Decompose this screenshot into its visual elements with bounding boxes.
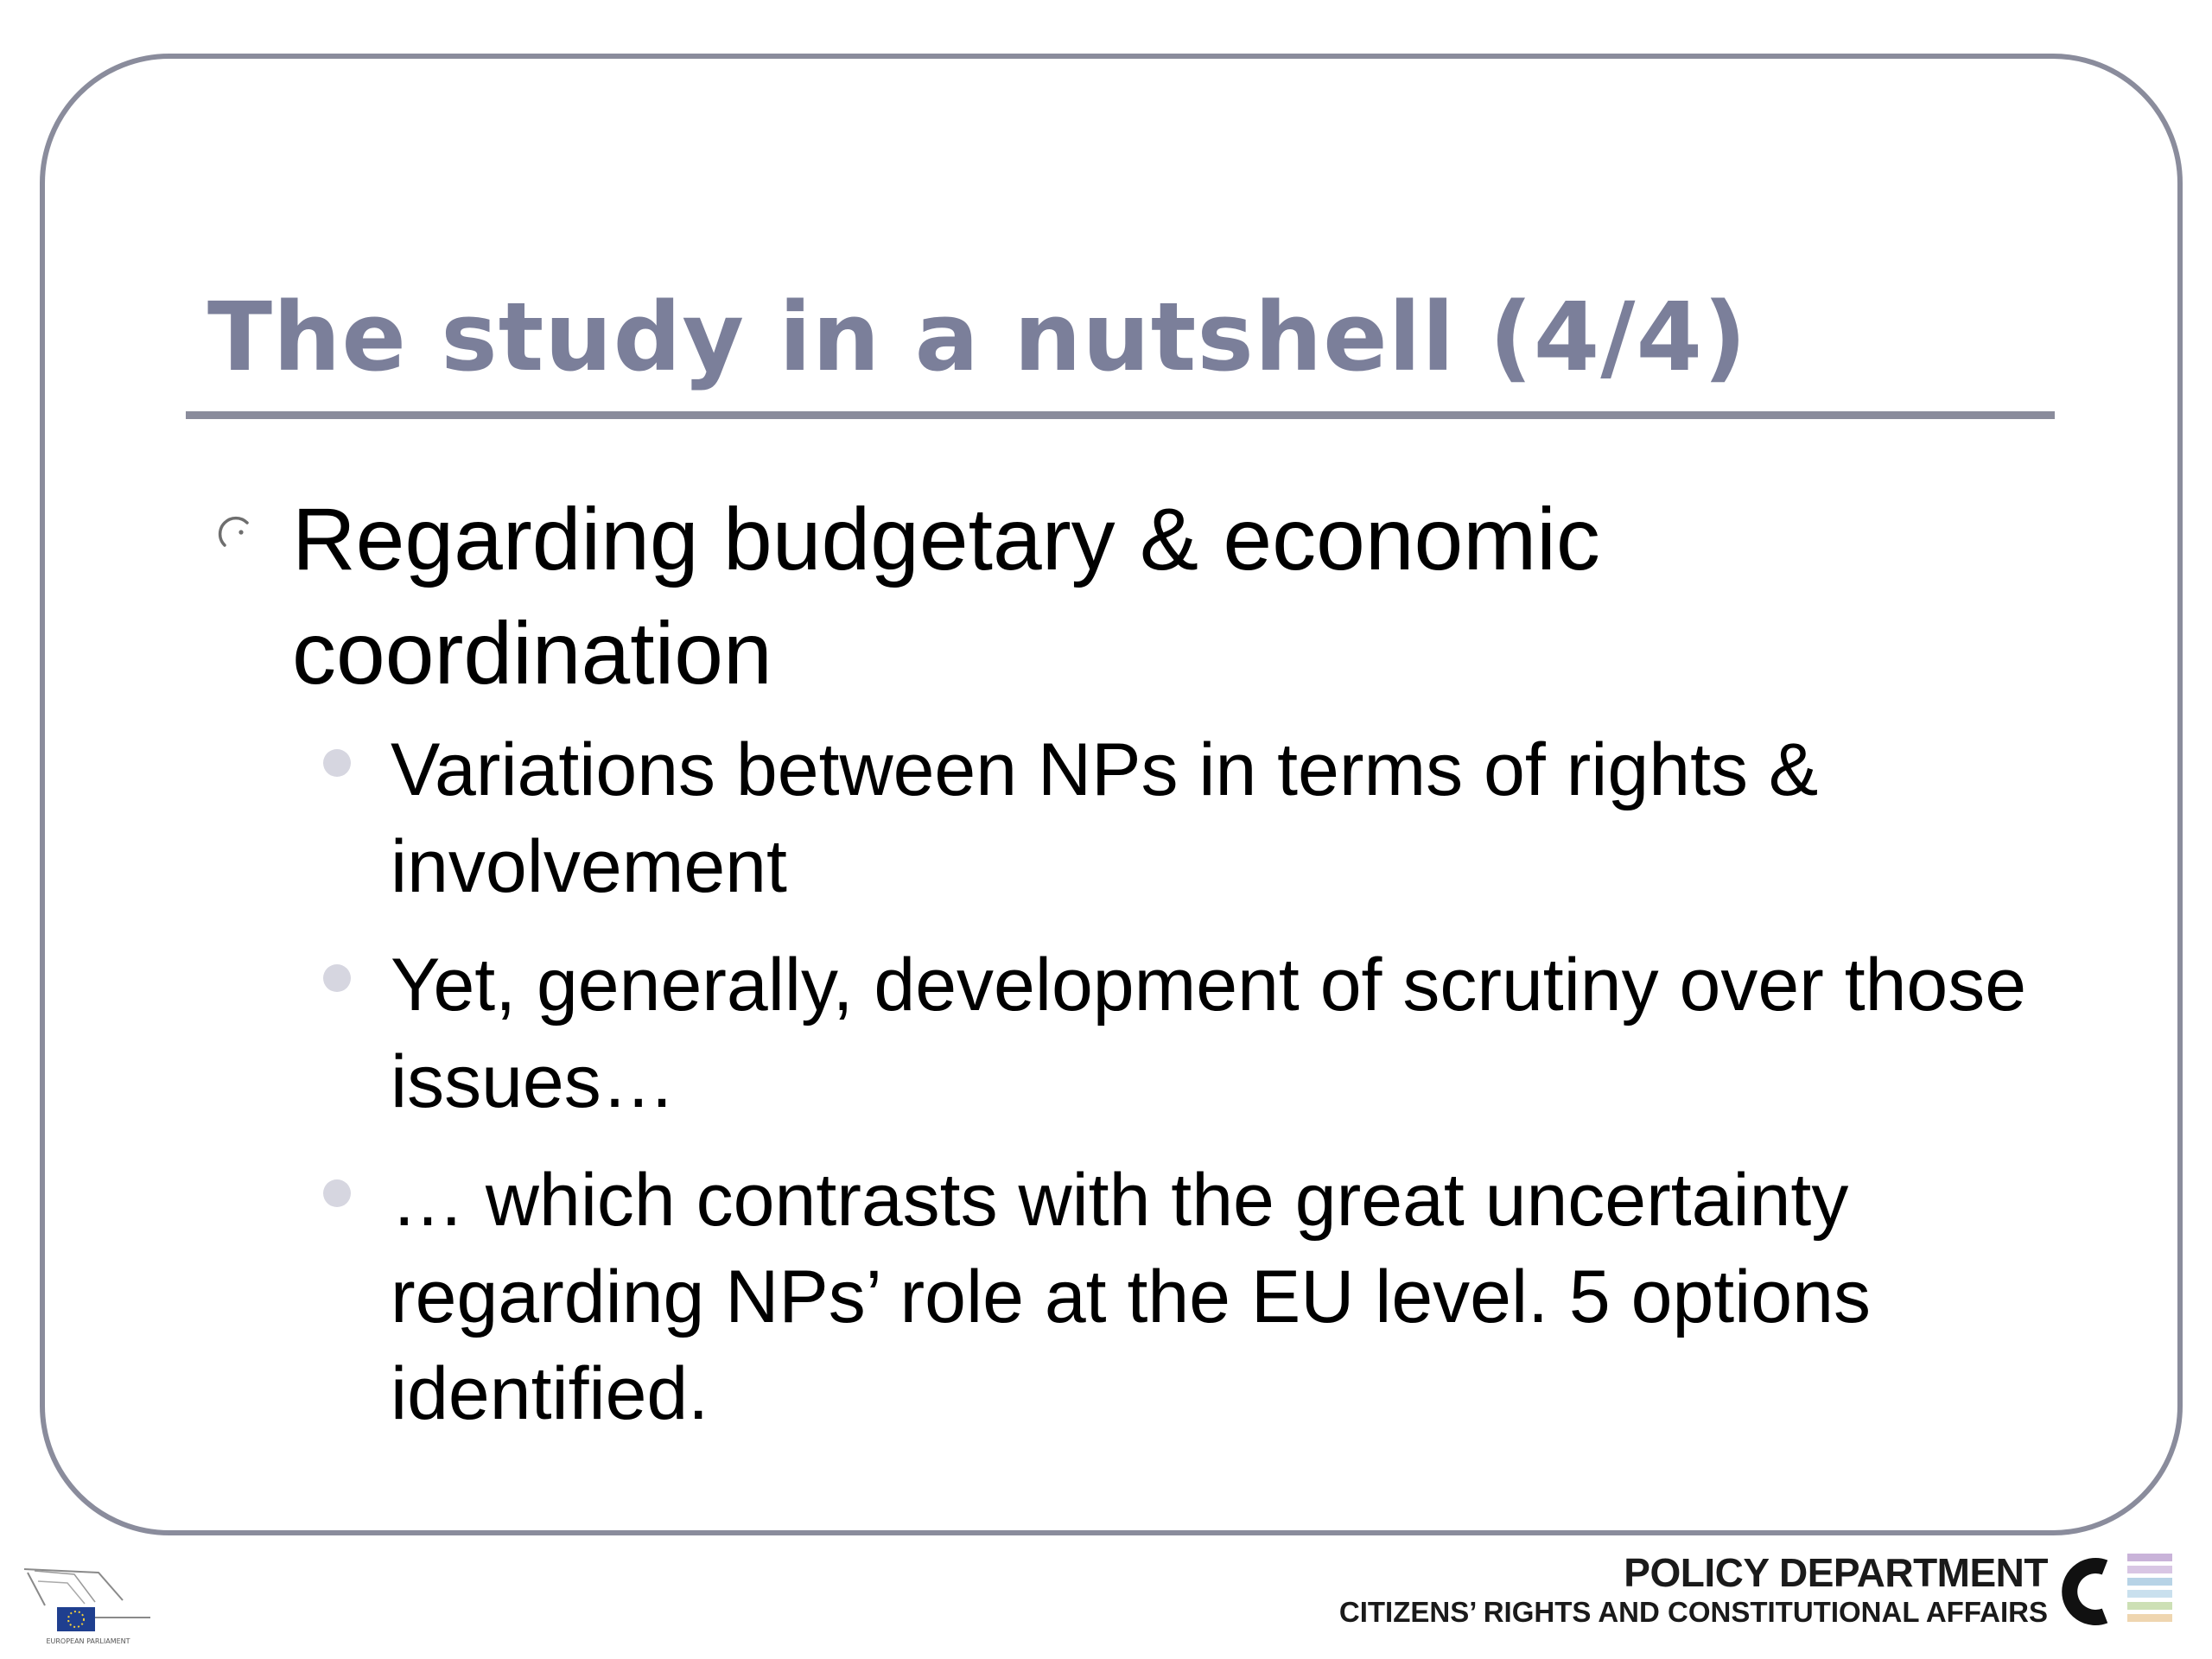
department-banner <box>1338 1538 2176 1642</box>
list-item <box>320 937 2048 1130</box>
european-parliament-logo-icon <box>19 1562 157 1649</box>
department-subtitle: CITIZENS’ RIGHTS AND CONSTITUTIONAL AFFAIRS <box>1338 1596 2048 1628</box>
title-divider <box>186 411 2055 419</box>
list-item <box>320 1152 2048 1442</box>
list-item <box>320 721 2048 915</box>
policy-c-logo-icon <box>2055 1550 2176 1633</box>
sub-bullet-list <box>320 721 2048 1464</box>
main-bullet-text: Regarding budgetary & economic coordination <box>292 490 1600 702</box>
sub-bullet-text: … which contrasts with the great uncertainty regarding NPs’ role at the EU level. 5 options identified. <box>391 1159 1871 1435</box>
department-title: POLICY DEPARTMENT <box>1624 1550 2048 1595</box>
sub-bullet-text: Yet, generally, development of scrutiny over those issues… <box>391 944 2027 1123</box>
slide-title: The study in a nutshell (4/4) <box>207 282 1748 392</box>
dot-bullet-icon <box>323 1179 351 1207</box>
circle-arc-bullet-icon <box>214 512 254 552</box>
dot-bullet-icon <box>323 964 351 992</box>
ep-logo-text: EUROPEAN PARLIAMENT <box>46 1637 130 1645</box>
dot-bullet-icon <box>323 749 351 777</box>
sub-bullet-text: Variations between NPs in terms of rights & involvement <box>391 728 1819 908</box>
